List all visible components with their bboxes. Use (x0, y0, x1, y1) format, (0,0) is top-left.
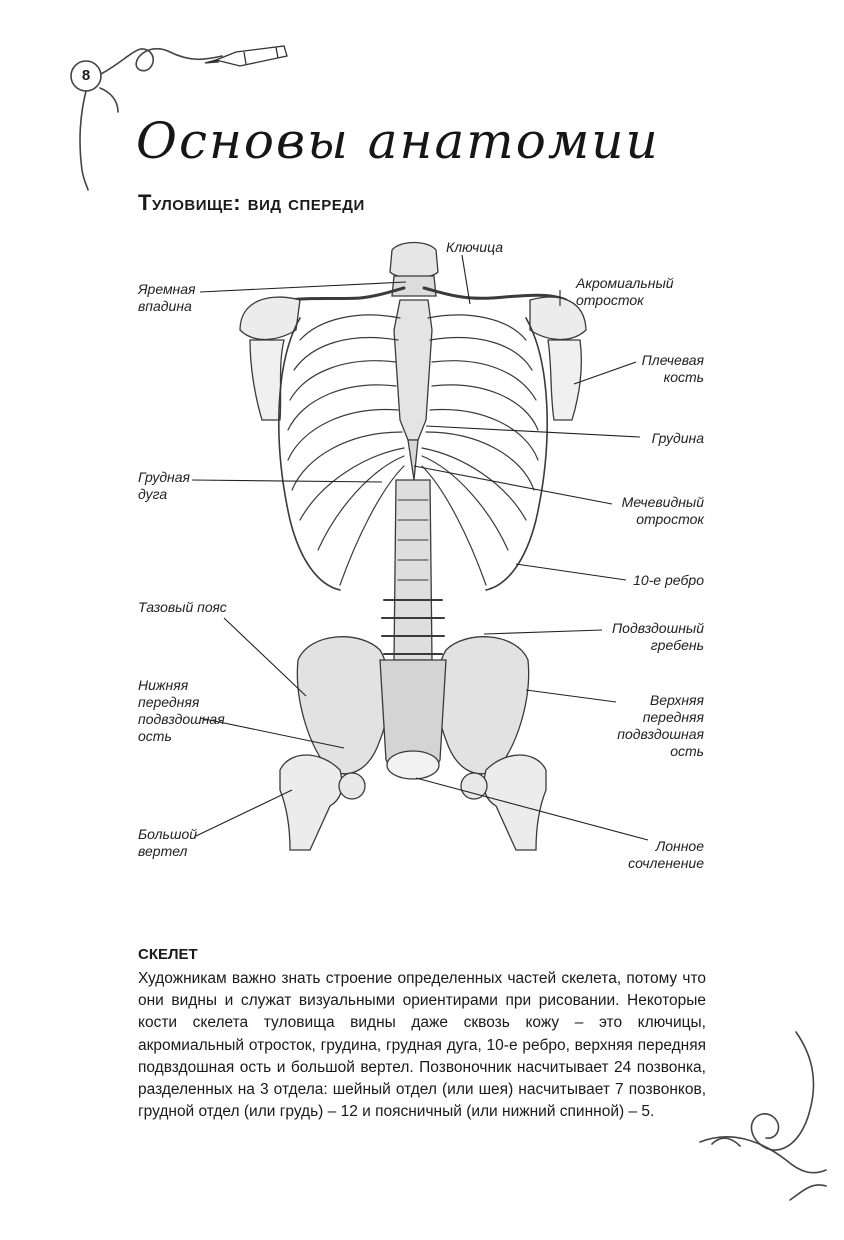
left-femur (280, 755, 342, 850)
section-heading: СКЕЛЕТ (138, 946, 198, 963)
label-mechevidny-otrostok: Мечевидный отросток (621, 494, 704, 527)
label-10-rebro: 10-е ребро (633, 572, 704, 588)
right-humerus (548, 340, 581, 420)
spine (382, 480, 444, 660)
label-bolshoy-vertel: Большой вертел (138, 826, 198, 859)
section-subtitle: Туловище: вид спереди (138, 190, 365, 215)
section-body: Художникам важно знать строение определенных частей скелета, потому что они видны и служат визуальными ориентирами при рисовании. Некоторые кости скелета туловища видны даже сквозь кожу – это ключицы, акромиальный отросток, грудина, грудная дуга, 10-е ребро, верхняя передняя подвздошная ость и большой вертел. Позвоночник насчитывает 24 позвонка, разделенных на 3 отдела: шейный отдел (или шея) насчитывает 7 позвонков, грудной отдел (или грудь) – 12 и поясничный (или нижний спинной) – 5. (138, 970, 706, 1121)
label-tazovy-poyas: Тазовый пояс (138, 599, 227, 615)
page-title: Основы анатомии (136, 112, 660, 170)
label-grudnaya-duga: Грудная дуга (138, 469, 191, 502)
cervical-spine (390, 243, 438, 297)
label-nizhnyaya-ost: Нижняя передняя подвздошная ость (138, 677, 225, 744)
label-akromialny-otrostok: Акромиальный отросток (576, 275, 674, 308)
sternum (394, 300, 432, 440)
xiphoid (408, 440, 418, 480)
label-yaremnaya-vpadina: Яремная впадина (138, 281, 196, 314)
label-plechevaya-kost: Плечевая кость (641, 352, 704, 385)
label-verkhnyaya-ost: Верхняя передняя подвздошная ость (617, 692, 704, 759)
label-lonnoe-sochlenenie: Лонное сочленение (628, 838, 704, 871)
right-femur (484, 755, 546, 850)
left-shoulder (240, 297, 300, 339)
label-grudina: Грудина (651, 430, 704, 446)
page-number: 8 (81, 67, 91, 84)
label-klyuchitsa: Ключица (446, 239, 504, 255)
label-podvzdoshny-greben: Подвздошный гребень (612, 620, 704, 653)
